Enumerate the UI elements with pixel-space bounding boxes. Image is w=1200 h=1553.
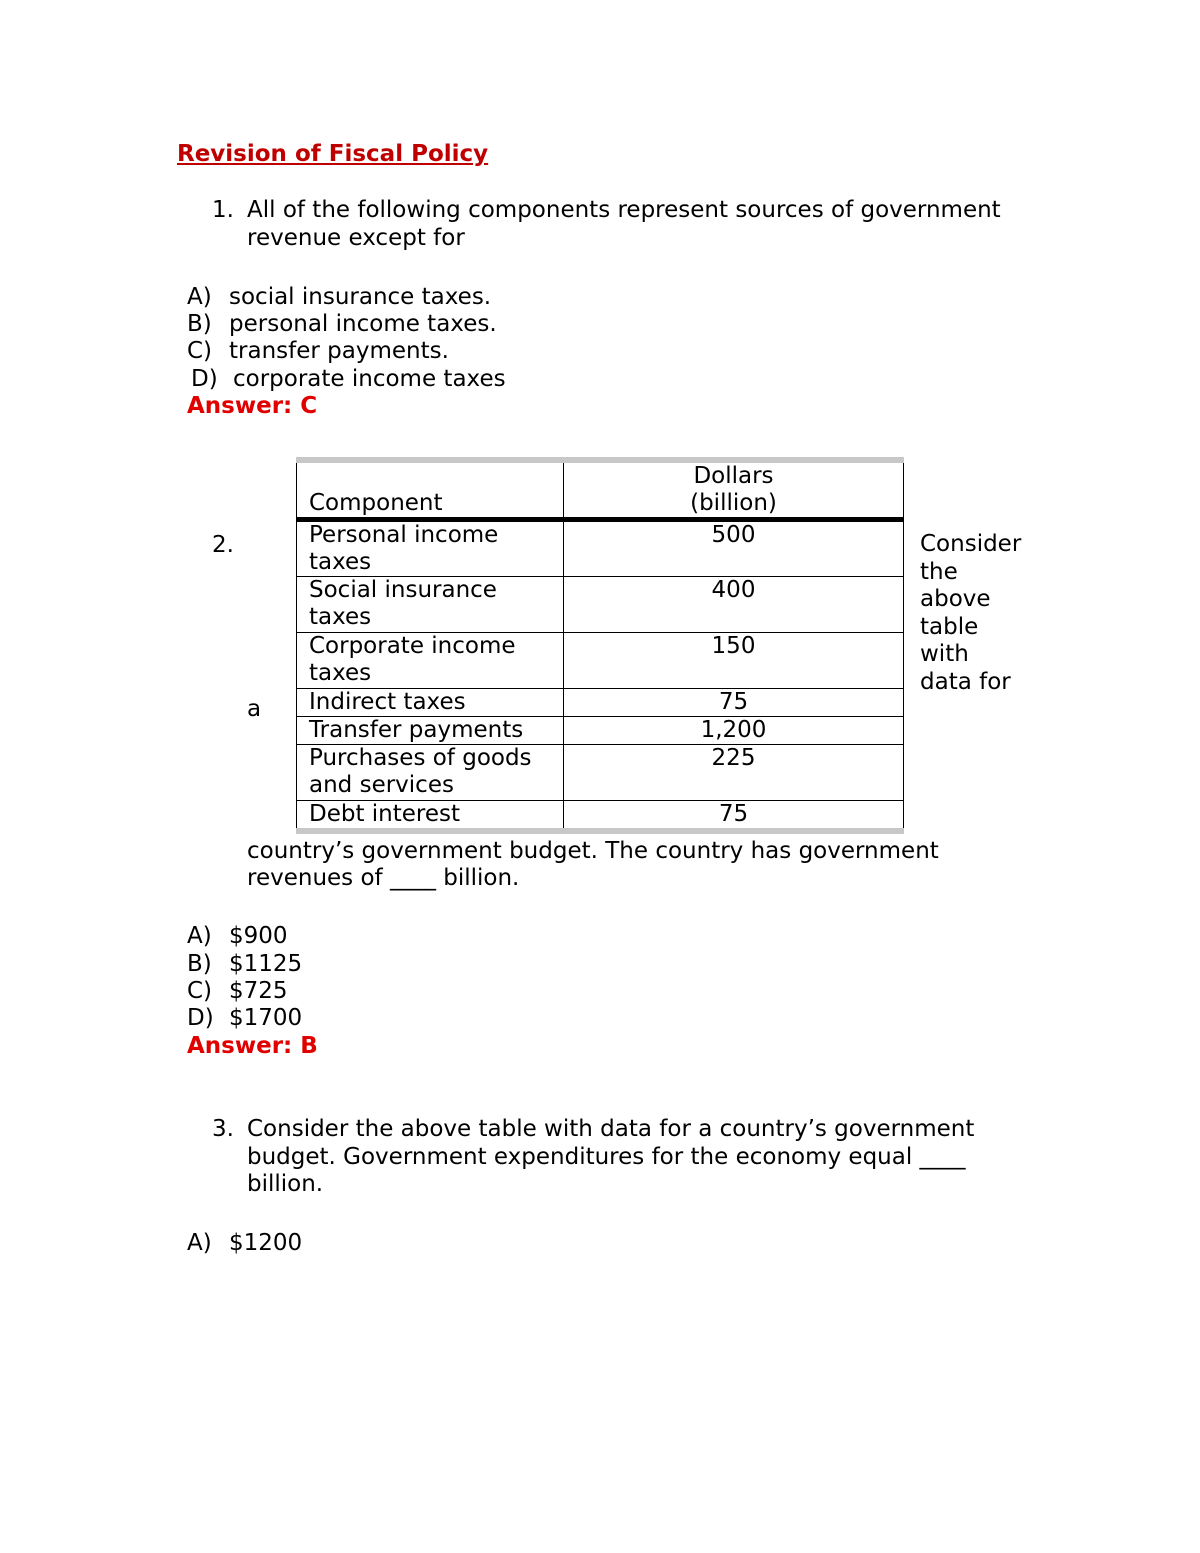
table-row (297, 577, 904, 633)
row-value: 75 (564, 801, 904, 832)
option-text: corporate income taxes (233, 366, 506, 392)
row-value: 1,200 (564, 717, 904, 745)
option-letter: A) (187, 923, 212, 949)
row-value: 500 (564, 520, 904, 577)
q2-answer: Answer: B (187, 1033, 318, 1059)
option-letter: D) (191, 366, 218, 392)
q2-number: 2. (212, 532, 234, 558)
page-title: Revision of Fiscal Policy (177, 141, 489, 167)
header-dollars-line1: Dollars (693, 463, 774, 489)
row-value: 225 (564, 745, 904, 801)
q2-option-c (187, 977, 288, 1005)
header-component: Component (297, 460, 564, 520)
q2-option-a (187, 922, 288, 950)
side-note-line: table (920, 613, 979, 640)
row-value: 150 (564, 633, 904, 689)
q3-text-line3: billion. (247, 1171, 324, 1197)
table-row (297, 689, 904, 717)
option-letter: A) (187, 284, 212, 310)
option-text: social insurance taxes. (229, 284, 492, 310)
option-letter: D) (187, 1005, 214, 1031)
q2-text-line2: revenues of ____ billion. (247, 865, 520, 891)
q1-option-b (187, 310, 497, 338)
side-note-line: data for (920, 668, 1011, 695)
row-component: Corporate income taxes (297, 633, 564, 689)
row-component: Personal income taxes (297, 520, 564, 577)
option-text: transfer payments. (229, 338, 449, 364)
option-text: $1125 (229, 951, 303, 977)
option-text: $725 (229, 978, 288, 1004)
row-component: Social insurance taxes (297, 577, 564, 633)
row-component: Indirect taxes (297, 689, 564, 717)
q3-number: 3. (212, 1116, 234, 1142)
q2-fragment-a: a (247, 696, 262, 722)
q2-side-note (920, 531, 1021, 696)
row-component: Debt interest (297, 801, 564, 832)
q2-option-b (187, 950, 302, 978)
option-text: $900 (229, 923, 288, 949)
q3-text-line2: budget. Government expenditures for the economy equal ____ (247, 1144, 966, 1170)
row-value: 400 (564, 577, 904, 633)
option-letter: B) (187, 311, 212, 337)
option-letter: C) (187, 338, 213, 364)
option-text: $1200 (229, 1230, 303, 1256)
table-row (297, 745, 904, 801)
option-text: personal income taxes. (229, 311, 497, 337)
table-row (297, 717, 904, 745)
option-letter: C) (187, 978, 213, 1004)
q1-number: 1. (212, 197, 234, 223)
q2-option-d (187, 1004, 302, 1032)
side-note-line: the (920, 558, 958, 585)
side-note-line: above (920, 586, 991, 612)
row-value: 75 (564, 689, 904, 717)
q1-option-a (187, 283, 491, 311)
q1-text-line1: All of the following components represent sources of government (247, 197, 1001, 223)
q1-text-line2: revenue except for (247, 225, 465, 251)
option-letter: A) (187, 1230, 212, 1256)
option-text: $1700 (229, 1005, 303, 1031)
header-dollars (564, 460, 904, 520)
q1-option-c (187, 337, 449, 365)
table-row (297, 520, 904, 577)
side-note-line: Consider (920, 531, 1022, 557)
q2-text-line1: country’s government budget. The country has government (247, 838, 939, 864)
q1-answer: Answer: C (187, 393, 318, 419)
budget-table (296, 457, 904, 834)
q3-option-a (187, 1229, 302, 1257)
option-letter: B) (187, 951, 212, 977)
row-component: Purchases of goods and services (297, 745, 564, 801)
side-note-line: with (920, 641, 969, 667)
q1-option-d (191, 365, 506, 393)
q3-text-line1: Consider the above table with data for a country’s government (247, 1116, 975, 1142)
header-dollars-line2: (billion) (690, 490, 777, 516)
row-component: Transfer payments (297, 717, 564, 745)
table-header-row (297, 460, 904, 520)
table-row (297, 801, 904, 832)
table-row (297, 633, 904, 689)
